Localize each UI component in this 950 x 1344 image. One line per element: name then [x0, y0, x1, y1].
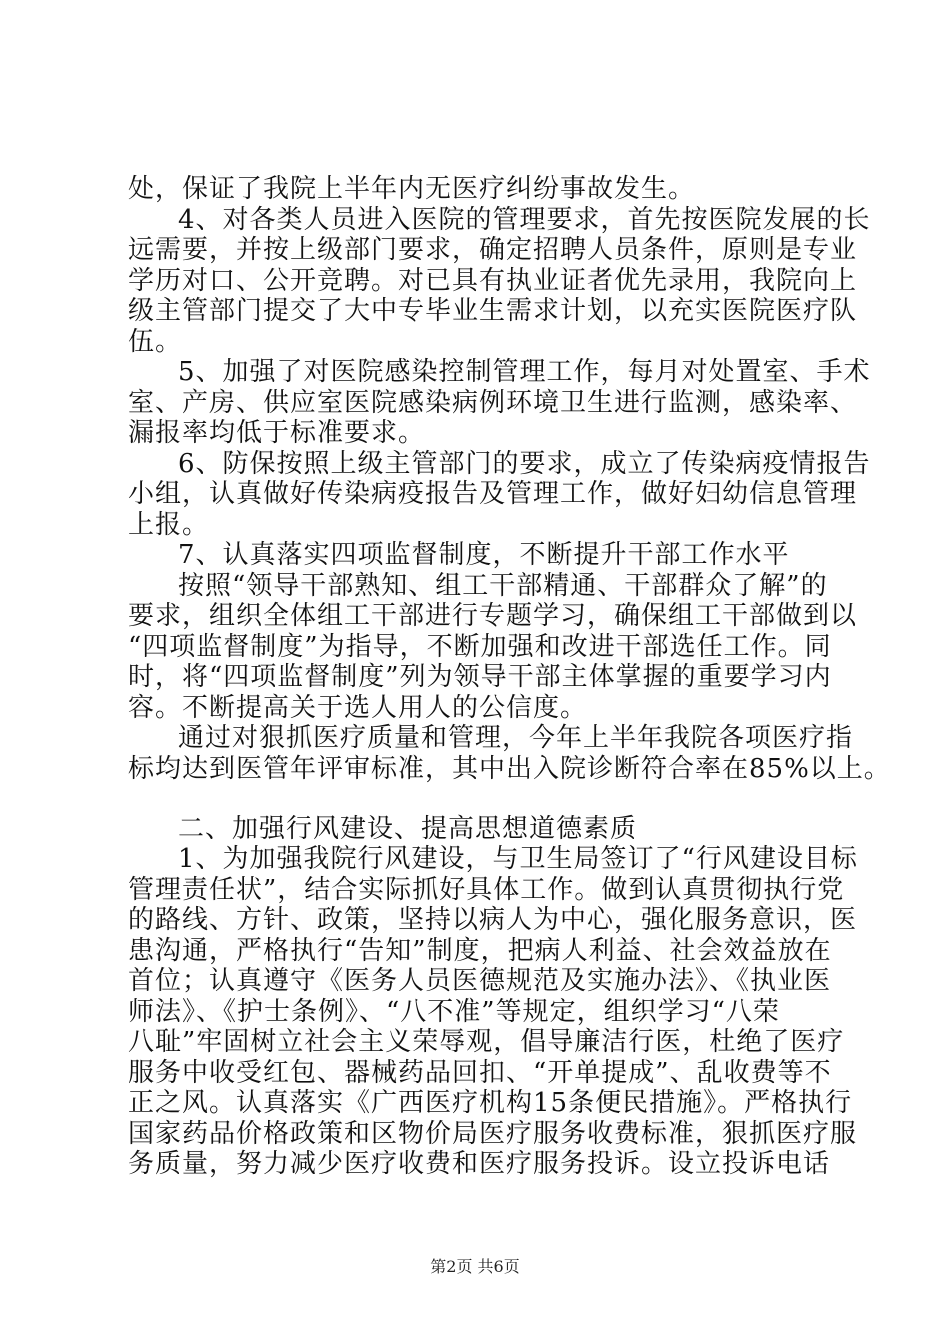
text-line: 级主管部门提交了大中专毕业生需求计划，以充实医院医疗队: [128, 296, 858, 326]
text-line: 7、认真落实四项监督制度，不断提升干部工作水平: [178, 540, 790, 570]
text-line: 室、产房、供应室医院感染病例环境卫生进行监测，感染率、: [128, 387, 858, 418]
text-line: 伍。: [128, 326, 183, 357]
text-line: 的路线、方针、政策，坚持以病人为中心，强化服务意识，医: [128, 905, 858, 935]
text-line: 国家药品价格政策和区物价局医疗服务收费标准，狠抓医疗服: [128, 1118, 858, 1149]
text-line: 远需要，并按上级部门要求，确定招聘人员条件，原则是专业: [128, 235, 858, 265]
text-line: 患沟通，严格执行“告知”制度，把病人利益、社会效益放在: [128, 935, 832, 966]
section-heading: 二、加强行风建设、提高思想道德素质: [178, 813, 638, 844]
text-line: 首位；认真遵守《医务人员医德规范及实施办法》、《执业医: [128, 966, 832, 996]
text-line: 按照“领导干部熟知、组工干部精通、干部群众了解”的: [178, 570, 828, 601]
text-line: 通过对狠抓医疗质量和管理，今年上半年我院各项医疗指: [178, 723, 854, 753]
text-line: 八耻”牢固树立社会主义荣辱观，倡导廉洁行医，杜绝了医疗: [128, 1027, 845, 1057]
text-line: 上报。: [128, 509, 210, 540]
text-line: 漏报率均低于标准要求。: [128, 418, 426, 448]
text-line: 5、加强了对医院感染控制管理工作，每月对处置室、手术: [178, 357, 871, 387]
text-line: 1、为加强我院行风建设，与卫生局签订了“行风建设目标: [178, 844, 858, 874]
text-line: 小组，认真做好传染病疫报告及管理工作，做好妇幼信息管理: [128, 479, 858, 509]
text-line: “四项监督制度”为指导，不断加强和改进干部选任工作。同: [128, 631, 832, 662]
text-line: 时，将“四项监督制度”列为领导干部主体掌握的重要学习内: [128, 662, 832, 692]
text-line: 师法》、《护士条例》、“八不准”等规定，组织学习“八荣: [128, 996, 780, 1027]
page-number: 第2页 共6页: [430, 1257, 520, 1276]
text-line: 学历对口、公开竞聘。对已具有执业证者优先录用，我院向上: [128, 265, 858, 296]
text-line: 服务中收受红包、器械药品回扣、“开单提成”、乱收费等不: [128, 1057, 832, 1088]
text-line: 要求，组织全体组工干部进行专题学习，确保组工干部做到以: [128, 601, 858, 631]
text-line: 管理责任状”，结合实际抓好具体工作。做到认真贯彻执行党: [128, 874, 845, 905]
text-line: 正之风。认真落实《广西医疗机构15条便民措施》。严格执行: [128, 1088, 853, 1118]
text-line: 4、对各类人员进入医院的管理要求，首先按医院发展的长: [178, 204, 871, 235]
text-line: 处，保证了我院上半年内无医疗纠纷事故发生。: [128, 174, 696, 204]
text-line: 6、防保按照上级主管部门的要求，成立了传染病疫情报告: [178, 448, 871, 479]
text-line: 标均达到医管年评审标准，其中出入院诊断符合率在85%以上。: [128, 753, 891, 784]
text-line: 容。不断提高关于选人用人的公信度。: [128, 692, 588, 723]
text-line: 务质量，努力减少医疗收费和医疗服务投诉。设立投诉电话: [128, 1149, 831, 1179]
